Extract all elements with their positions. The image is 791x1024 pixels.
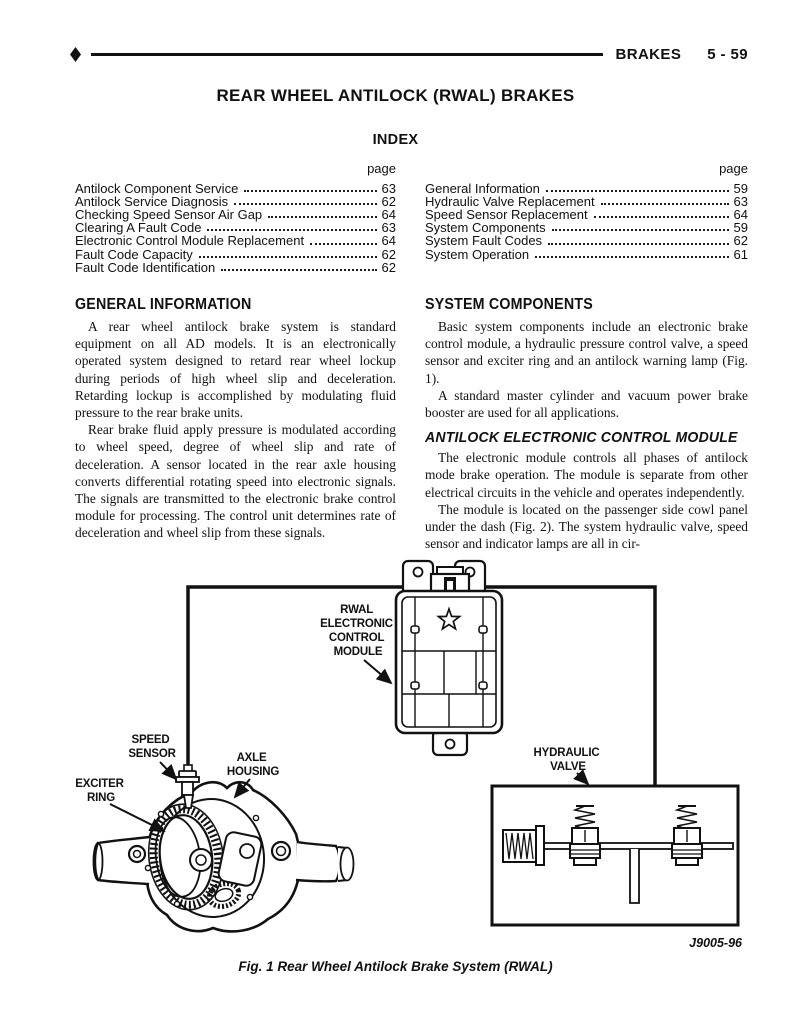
index-entry-page: 59 [733,220,748,236]
paragraph: The module is located on the passenger side cowl panel under the dash (Fig. 2). The system hydraulic valve, speed sensor and indicator lamps are all in cir- [425,501,748,552]
label-exciter-ring: EXCITER RING [75,778,124,804]
index-entry-label: System Fault Codes [425,233,543,249]
index-entry-label: Electronic Control Module Replacement [75,233,305,249]
paragraph: Rear brake fluid apply pressure is modulated according to wheel speed, degree of wheel slip and rate of deceleration. A sensor located in the rear axle housing converts differential rotating speed into electronic signals. The signals are transmitted to the electronic brake control module for processing. The control unit determines rate of deceleration and wheel slip from these signals. [75,422,396,541]
label-axle-housing: AXLE HOUSING [226,752,280,778]
index-entry-page: 63 [381,181,396,197]
index-entry-page: 63 [733,194,748,210]
header-section-label: BRAKES [615,46,682,63]
index-entry-label: Checking Speed Sensor Air Gap [75,207,263,223]
index-entry-page: 61 [733,246,748,262]
header-page-number: 5 - 59 [707,46,748,63]
section-heading-general-information: GENERAL INFORMATION [75,296,252,313]
index-entry-page: 63 [381,220,396,236]
index-entry-page: 62 [733,233,748,249]
axle-housing-drawing [94,782,354,931]
index-entry-page: 62 [381,259,396,275]
index-entry-label: Hydraulic Valve Replacement [425,194,595,210]
index-entry-page: 64 [381,233,396,249]
index-heading: INDEX [372,132,419,148]
index-entry-page: 59 [733,181,748,197]
figure-reference-code: J9005-96 [689,936,742,950]
index-page-label: page [719,161,748,176]
index-page-label: page [367,161,396,176]
index-entry-label: Clearing A Fault Code [75,220,202,236]
index-entry-label: Speed Sensor Replacement [425,207,588,223]
index-entry-page: 64 [381,207,396,223]
index-entry-page: 64 [733,207,748,223]
hydraulic-valve-drawing [492,786,738,925]
paragraph: Basic system components include an electronic brake control module, a hydraulic pressure control valve, a speed sensor and exciter ring and an antilock warning lamp (Fig. 1). [425,319,748,386]
index-entry-label: System Components [425,220,546,236]
index-entry-label: Antilock Component Service [75,181,239,197]
paragraph: A rear wheel antilock brake system is standard equipment on all AD models. It is an electronically operated system designed to retard rear wheel lockup during periods of high wheel slip and deceleration. Retarding lockup is accomplished by modulating fluid pressure to the rear brake units. [75,319,396,421]
control-module-drawing [396,561,502,755]
index-entry-label: Fault Code Identification [75,259,216,275]
label-speed-sensor: SPEED SENSOR [128,734,176,760]
index-entry-page: 62 [381,194,396,210]
index-entry-label: Antilock Service Diagnosis [75,194,229,210]
paragraph: A standard master cylinder and vacuum power brake booster are used for all applications. [425,387,748,421]
page-title: REAR WHEEL ANTILOCK (RWAL) BRAKES [216,86,575,105]
label-hydraulic-valve: HYDRAULIC VALVE [533,747,600,773]
section-heading-antilock-module: ANTILOCK ELECTRONIC CONTROL MODULE [425,430,738,447]
section-heading-system-components: SYSTEM COMPONENTS [425,296,593,313]
index-entry-label: Fault Code Capacity [75,246,193,262]
label-rwal-module: RWAL ELECTRONIC CONTROL MODULE [320,604,393,658]
index-entry-page: 62 [381,246,396,262]
index-entry-label: System Operation [425,246,530,262]
paragraph: The electronic module controls all phases of antilock mode brake operation. The module is separate from other electrical circuits in the vehicle and operates independently. [425,450,748,500]
index-entry-label: General Information [425,181,540,197]
figure-caption: Fig. 1 Rear Wheel Antilock Brake System (RWAL) [238,959,553,974]
